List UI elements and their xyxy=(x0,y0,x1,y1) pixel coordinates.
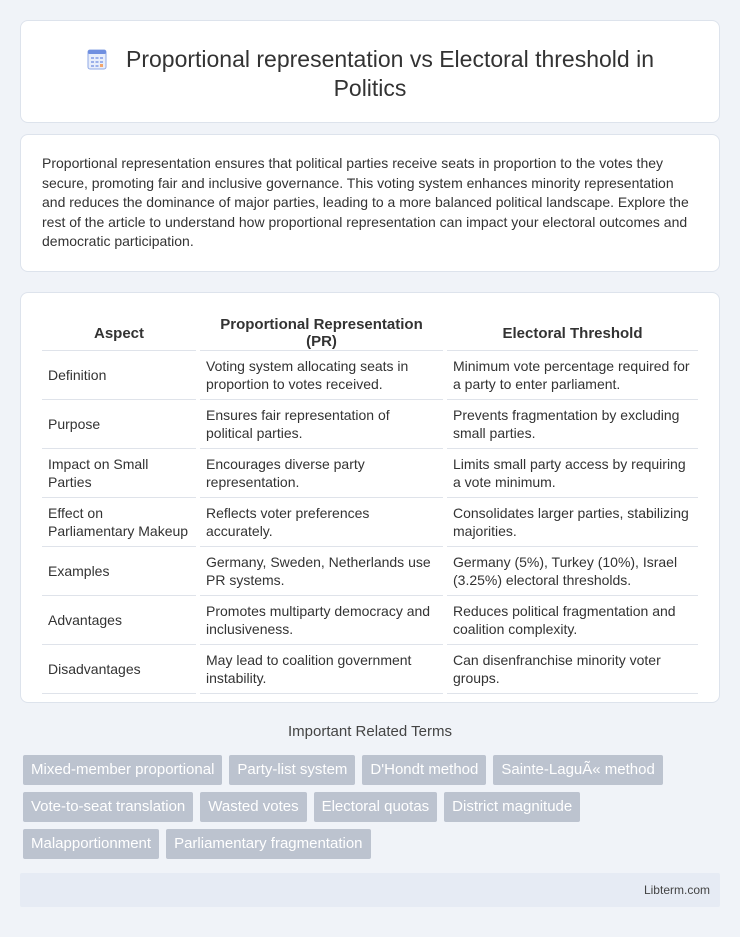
row-pr: Voting system allocating seats in proportion to votes received. xyxy=(198,351,445,400)
table-row xyxy=(42,351,698,400)
row-pr: May lead to coalition government instability. xyxy=(198,645,445,694)
table-row xyxy=(42,596,698,645)
row-threshold: Limits small party access by requiring a vote minimum. xyxy=(445,449,698,498)
table-row xyxy=(42,449,698,498)
row-threshold: Reduces political fragmentation and coalition complexity. xyxy=(445,596,698,645)
row-threshold: Can disenfranchise minority voter groups. xyxy=(445,645,698,694)
related-term-tag[interactable]: District magnitude xyxy=(444,792,580,822)
table-row xyxy=(42,547,698,596)
page-title-wrap xyxy=(61,45,679,103)
row-aspect: Definition xyxy=(42,351,198,400)
row-pr: Promotes multiparty democracy and inclusiveness. xyxy=(198,596,445,645)
comparison-card xyxy=(20,292,720,703)
row-threshold: Consolidates larger parties, stabilizing majorities. xyxy=(445,498,698,547)
comparison-table xyxy=(42,316,698,694)
page-title: Proportional representation vs Electoral threshold in Politics xyxy=(125,46,654,101)
footer xyxy=(20,873,720,907)
table-row xyxy=(42,498,698,547)
row-pr: Ensures fair representation of political parties. xyxy=(198,400,445,449)
header-pr: Proportional Representation (PR) xyxy=(198,316,445,351)
table-row xyxy=(42,400,698,449)
related-term-tag[interactable]: D'Hondt method xyxy=(362,755,486,785)
header-threshold: Electoral Threshold xyxy=(445,316,698,351)
footer-site-link[interactable]: Libterm.com xyxy=(643,883,710,897)
related-term-tag[interactable]: Vote-to-seat translation xyxy=(23,792,193,822)
row-aspect: Advantages xyxy=(42,596,198,645)
related-term-tag[interactable]: Parliamentary fragmentation xyxy=(166,829,370,859)
row-aspect: Disadvantages xyxy=(42,645,198,694)
row-threshold: Germany (5%), Turkey (10%), Israel (3.25%) electoral thresholds. xyxy=(445,547,698,596)
row-pr: Reflects voter preferences accurately. xyxy=(198,498,445,547)
row-threshold: Minimum vote percentage required for a party to enter parliament. xyxy=(445,351,698,400)
title-card xyxy=(20,20,720,123)
row-aspect: Purpose xyxy=(42,400,198,449)
related-term-tag[interactable]: Mixed-member proportional xyxy=(23,755,222,785)
row-aspect: Effect on Parliamentary Makeup xyxy=(42,498,198,547)
intro-card xyxy=(20,134,720,272)
related-term-tag[interactable]: Party-list system xyxy=(229,755,355,785)
document-icon xyxy=(86,48,108,70)
related-term-tag[interactable]: Sainte-LaguÃ« method xyxy=(493,755,662,785)
row-threshold: Prevents fragmentation by excluding small parties. xyxy=(445,400,698,449)
related-term-tag[interactable]: Wasted votes xyxy=(200,792,306,822)
row-aspect: Examples xyxy=(42,547,198,596)
table-header-row xyxy=(42,316,698,351)
row-aspect: Impact on Small Parties xyxy=(42,449,198,498)
header-aspect: Aspect xyxy=(42,316,198,351)
related-terms-title: Important Related Terms xyxy=(288,723,452,740)
row-pr: Germany, Sweden, Netherlands use PR systems. xyxy=(198,547,445,596)
table-row xyxy=(42,645,698,694)
intro-paragraph: Proportional representation ensures that political parties receive seats in proportion to the votes they secure, promoting fair and inclusive governance. This voting system enhances minority representation and reduces the dominance of major parties, leading to a more balanced political landscape. Explore the rest of the article to understand how proportional representation can impact your electoral outcomes and democratic participation. xyxy=(42,155,689,249)
related-terms-list xyxy=(23,755,713,859)
related-term-tag[interactable]: Malapportionment xyxy=(23,829,159,859)
related-term-tag[interactable]: Electoral quotas xyxy=(314,792,438,822)
row-pr: Encourages diverse party representation. xyxy=(198,449,445,498)
